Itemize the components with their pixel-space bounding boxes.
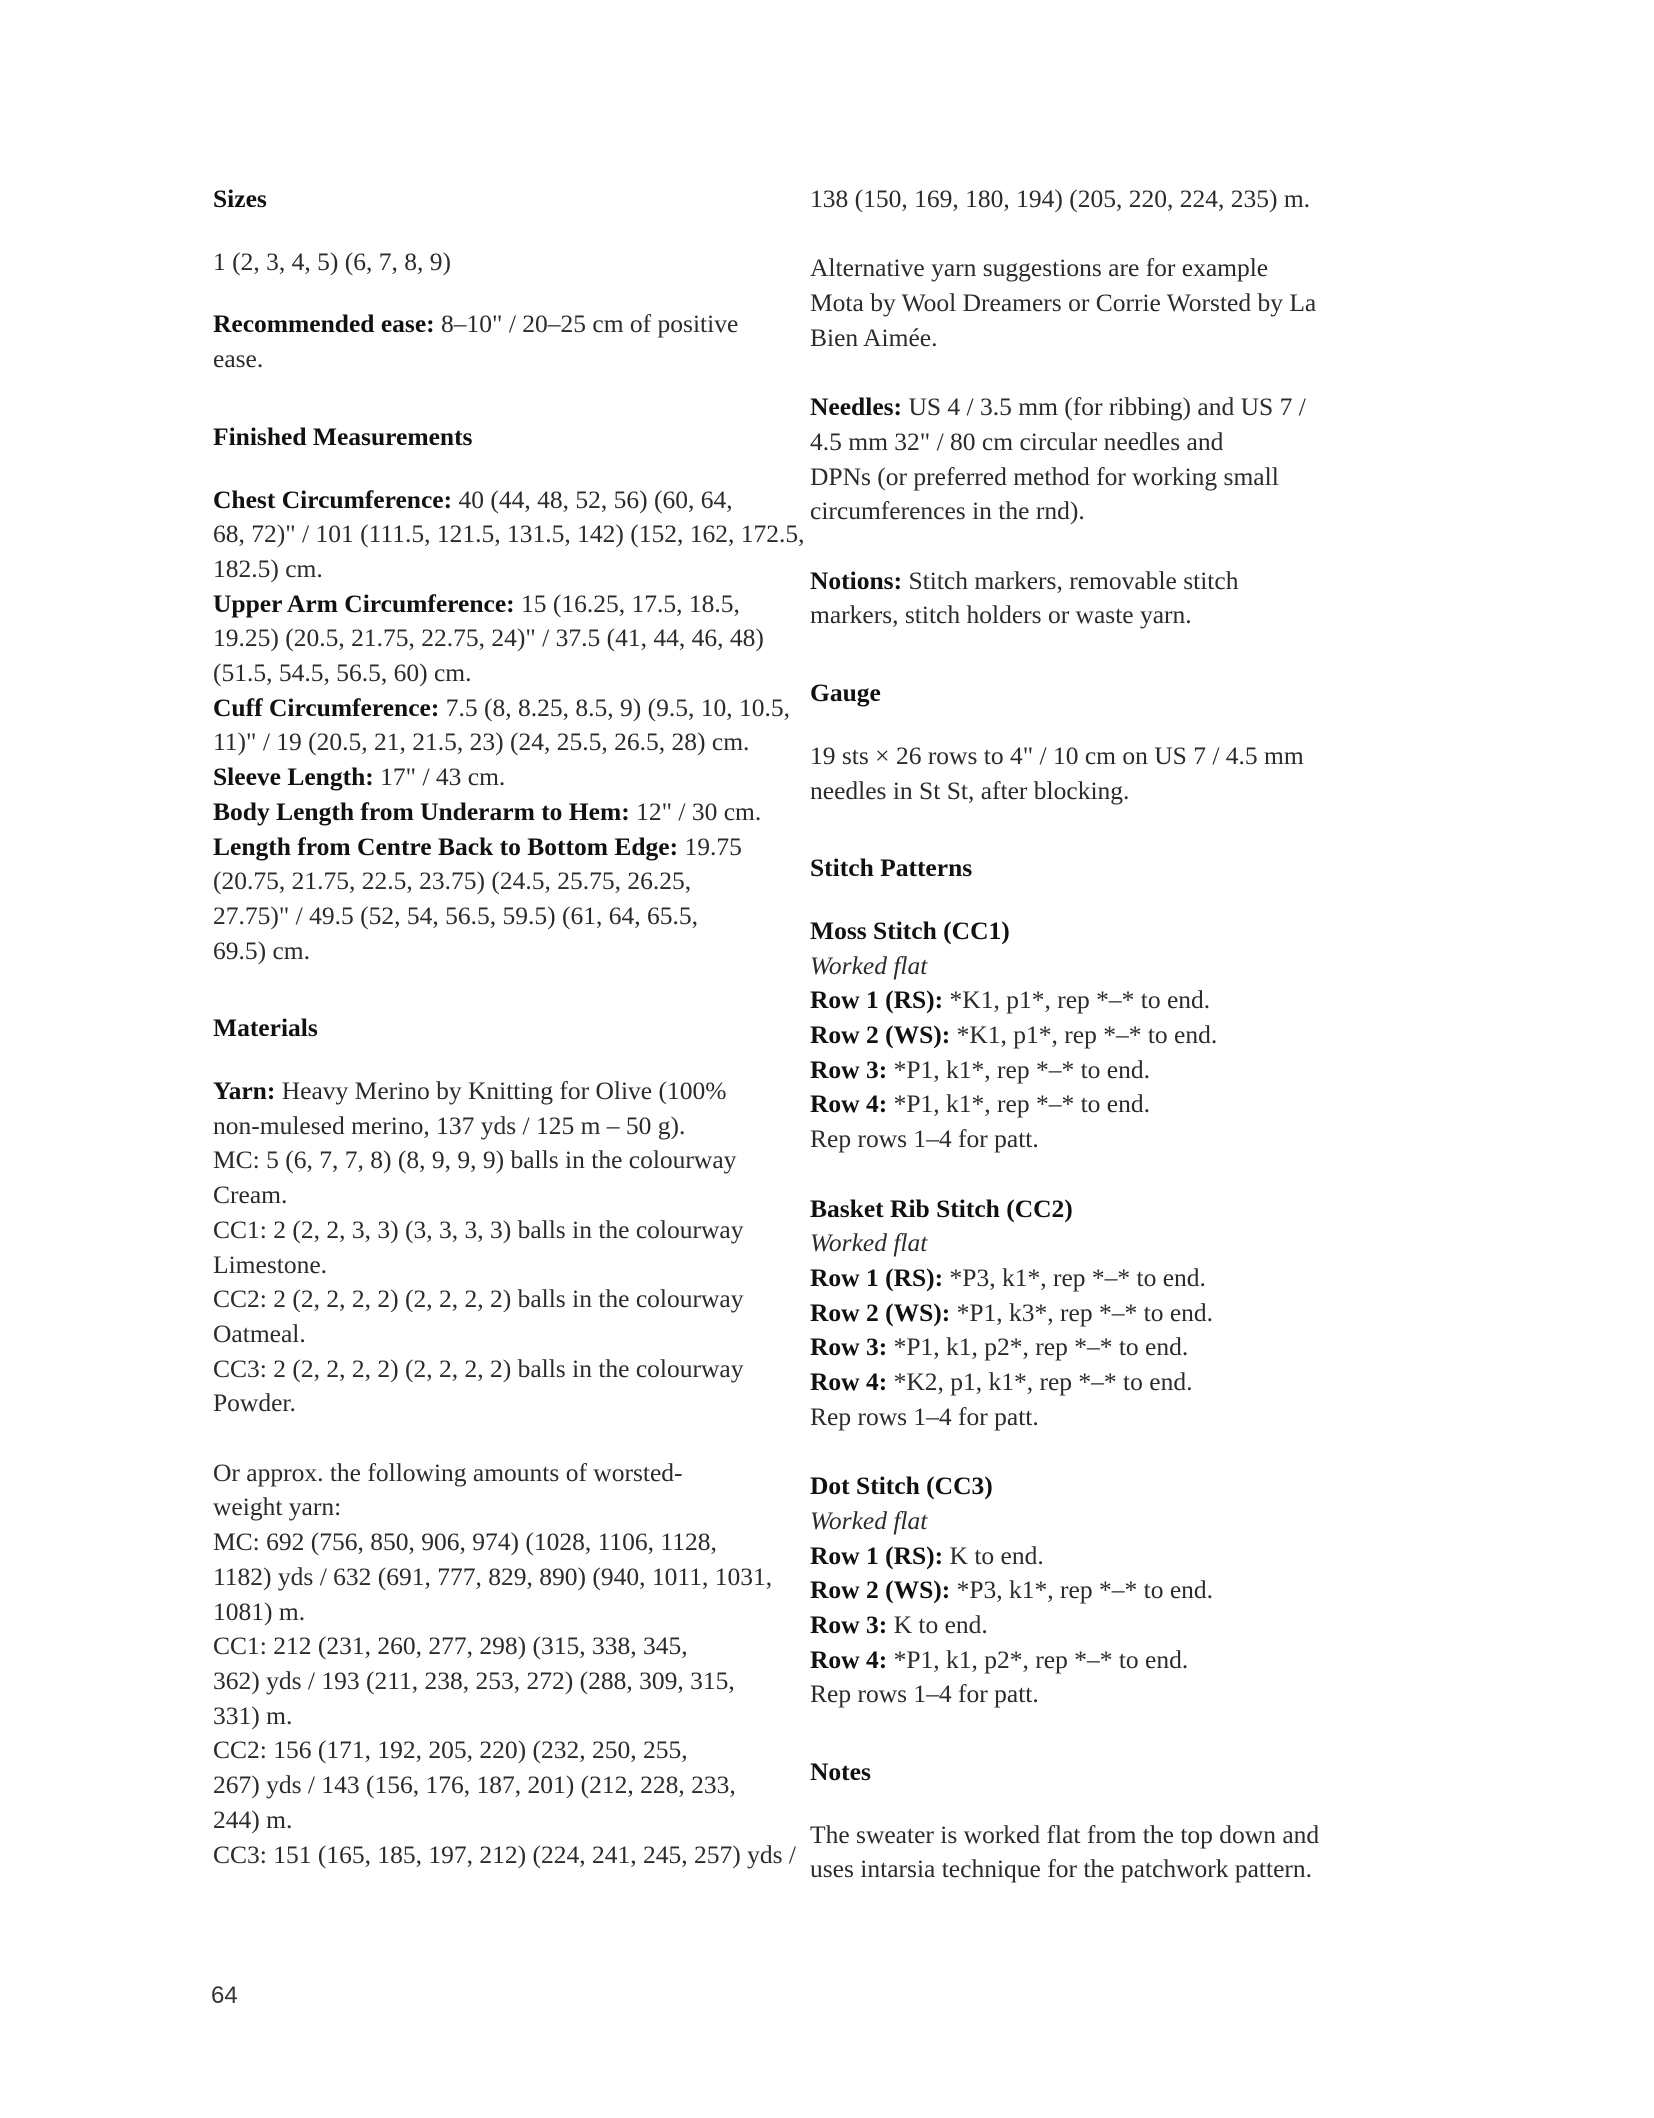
centre-back-line-3: 27.75)" / 49.5 (52, 54, 56.5, 59.5) (61, 64, 65.5, [213,900,698,930]
materials-heading: Materials [213,1013,318,1043]
cc1-line-2: Limestone. [213,1249,328,1279]
dot-stitch-heading: Dot Stitch (CC3) [810,1471,993,1501]
centre-back-text: 19.75 [678,831,742,861]
approx-cc1-1: CC1: 212 (231, 260, 277, 298) (315, 338, 345, [213,1631,688,1661]
notes-heading: Notes [810,1757,871,1787]
body-length-line [213,795,773,830]
gauge-line-2: needles in St St, after blocking. [810,775,1130,805]
cc3-line-2: Powder. [213,1388,296,1418]
chest-text: 40 (44, 48, 52, 56) (60, 64, [452,484,733,514]
dot-row-3-label: Row 3: [810,1609,888,1639]
upper-arm-line-1 [213,587,773,622]
ease-text: 8–10" / 20–25 cm of positive [434,309,739,339]
dot-row-1-label: Row 1 (RS): [810,1540,944,1570]
moss-repeat: Rep rows 1–4 for patt. [810,1124,1039,1154]
cc1-line-1: CC1: 2 (2, 2, 3, 3) (3, 3, 3, 3) balls in the colourway [213,1214,744,1244]
ease-line-1 [213,307,773,342]
cc3-continued: 138 (150, 169, 180, 194) (205, 220, 224, 235) m. [810,184,1311,213]
needles-label: Needles: [810,392,903,422]
dot-row-2-text: *P3, k1*, rep *–* to end. [950,1575,1214,1605]
basket-repeat: Rep rows 1–4 for patt. [810,1401,1039,1431]
basket-row-2 [810,1296,1370,1331]
needles-line-4: circumferences in the rnd). [810,496,1085,526]
dot-repeat: Rep rows 1–4 for patt. [810,1679,1039,1709]
upper-arm-line-2: 19.25) (20.5, 21.75, 22.75, 24)" / 37.5 (41, 44, 46, 48) [213,623,764,653]
moss-stitch-heading: Moss Stitch (CC1) [810,915,1010,945]
yarn-text: Heavy Merino by Knitting for Olive (100% [275,1076,727,1106]
approx-cc3-1: CC3: 151 (165, 185, 197, 212) (224, 241, 245, 257) yds / [213,1839,796,1869]
approx-line-2: weight yarn: [213,1492,342,1522]
alt-yarn-line-1: Alternative yarn suggestions are for example [810,253,1269,283]
yarn-line-2: non-mulesed merino, 137 yds / 125 m – 50 g). [213,1110,686,1140]
sizes-heading: Sizes [213,184,267,213]
cuff-line-2: 11)" / 19 (20.5, 21, 21.5, 23) (24, 25.5, 26.5, 28) cm. [213,727,750,757]
gauge-heading: Gauge [810,678,881,708]
basket-rib-heading: Basket Rib Stitch (CC2) [810,1193,1073,1223]
moss-row-3-label: Row 3: [810,1054,888,1084]
moss-row-1-text: *K1, p1*, rep *–* to end. [943,985,1211,1015]
ease-line-2: ease. [213,344,264,374]
basket-row-1 [810,1261,1370,1296]
centre-back-line-4: 69.5) cm. [213,935,311,965]
approx-cc1-2: 362) yds / 193 (211, 238, 253, 272) (288, 309, 315, [213,1666,735,1695]
notions-label: Notions: [810,565,903,595]
moss-row-2 [810,1018,1370,1053]
dot-row-4 [810,1643,1370,1678]
moss-row-2-label: Row 2 (WS): [810,1020,951,1050]
dot-worked-flat: Worked flat [810,1505,928,1535]
upper-arm-line-3: (51.5, 54.5, 56.5, 60) cm. [213,658,472,688]
basket-row-3-label: Row 3: [810,1332,888,1362]
yarn-label: Yarn: [213,1076,276,1106]
dot-row-1-text: K to end. [943,1540,1044,1570]
basket-row-1-text: *P3, k1*, rep *–* to end. [943,1262,1206,1292]
upper-arm-label: Upper Arm Circumference: [213,588,515,618]
needles-line-1 [810,390,1370,425]
centre-back-line-2: (20.75, 21.75, 22.5, 23.75) (24.5, 25.75, 26.25, [213,866,692,896]
upper-arm-text: 15 (16.25, 17.5, 18.5, [514,588,740,618]
moss-row-4-label: Row 4: [810,1089,888,1119]
dot-row-4-label: Row 4: [810,1644,888,1674]
dot-row-3 [810,1608,1370,1643]
chest-line-2: 68, 72)" / 101 (111.5, 121.5, 131.5, 142) (152, 162, 172.5, [213,519,805,549]
approx-cc1-3: 331) m. [213,1700,293,1730]
sleeve-text: 17" / 43 cm. [373,762,506,792]
sleeve-line [213,760,773,795]
body-length-label: Body Length from Underarm to Hem: [213,796,630,826]
approx-mc-2: 1182) yds / 632 (691, 777, 829, 890) (940, 1011, 1031, [213,1561,773,1591]
moss-row-4-text: *P1, k1*, rep *–* to end. [887,1089,1150,1119]
approx-cc2-1: CC2: 156 (171, 192, 205, 220) (232, 250, 255, [213,1735,688,1765]
notes-line-2: uses intarsia technique for the patchwork pattern. [810,1854,1313,1884]
alt-yarn-line-3: Bien Aimée. [810,322,938,352]
chest-line-1 [213,483,773,518]
alt-yarn-line-2: Mota by Wool Dreamers or Corrie Worsted by La [810,288,1317,318]
basket-row-1-label: Row 1 (RS): [810,1262,944,1292]
basket-row-4-text: *K2, p1, k1*, rep *–* to end. [887,1367,1193,1397]
stitch-patterns-heading: Stitch Patterns [810,853,973,883]
basket-row-4-label: Row 4: [810,1367,888,1397]
chest-line-3: 182.5) cm. [213,553,323,583]
moss-row-3 [810,1053,1370,1088]
basket-row-3-text: *P1, k1, p2*, rep *–* to end. [887,1332,1189,1362]
chest-label: Chest Circumference: [213,484,453,514]
moss-row-1-label: Row 1 (RS): [810,985,944,1015]
basket-row-2-label: Row 2 (WS): [810,1297,951,1327]
moss-row-3-text: *P1, k1*, rep *–* to end. [887,1054,1150,1084]
dot-row-1 [810,1539,1370,1574]
notions-line-2: markers, stitch holders or waste yarn. [810,600,1192,630]
cc2-line-2: Oatmeal. [213,1318,306,1348]
yarn-line-1 [213,1074,773,1109]
moss-row-1 [810,983,1370,1018]
ease-label: Recommended ease: [213,309,435,339]
basket-worked-flat: Worked flat [810,1228,928,1258]
notes-line-1: The sweater is worked flat from the top down and [810,1819,1320,1849]
finished-measurements-heading: Finished Measurements [213,421,473,451]
gauge-line-1: 19 sts × 26 rows to 4" / 10 cm on US 7 / 4.5 mm [810,740,1304,770]
dot-row-2-label: Row 2 (WS): [810,1575,951,1605]
cuff-text: 7.5 (8, 8.25, 8.5, 9) (9.5, 10, 10.5, [439,692,790,722]
sizes-value: 1 (2, 3, 4, 5) (6, 7, 8, 9) [213,246,451,276]
approx-cc2-2: 267) yds / 143 (156, 176, 187, 201) (212, 228, 233, [213,1770,736,1800]
moss-row-2-text: *K1, p1*, rep *–* to end. [950,1020,1218,1050]
page-number: 64 [211,1982,238,2009]
centre-back-label: Length from Centre Back to Bottom Edge: [213,831,679,861]
moss-row-4 [810,1087,1370,1122]
notions-line-1 [810,564,1370,599]
needles-line-2: 4.5 mm 32" / 80 cm circular needles and [810,426,1224,456]
dot-row-2 [810,1573,1370,1608]
cc3-line-1: CC3: 2 (2, 2, 2, 2) (2, 2, 2, 2) balls in the colourway [213,1353,744,1383]
needles-line-3: DPNs (or preferred method for working small [810,461,1279,491]
sleeve-label: Sleeve Length: [213,762,374,792]
cc2-line-1: CC2: 2 (2, 2, 2, 2) (2, 2, 2, 2) balls in the colourway [213,1284,744,1314]
dot-row-3-text: K to end. [887,1609,988,1639]
notions-text: Stitch markers, removable stitch [902,565,1239,595]
approx-cc2-3: 244) m. [213,1804,293,1834]
moss-worked-flat: Worked flat [810,950,928,980]
approx-mc-3: 1081) m. [213,1596,306,1626]
centre-back-line-1 [213,830,773,865]
left-column [213,182,805,1872]
basket-row-3 [810,1330,1370,1365]
right-column [810,182,1370,1887]
mc-line-1: MC: 5 (6, 7, 7, 8) (8, 9, 9, 9) balls in the colourway [213,1145,737,1175]
basket-row-4 [810,1365,1370,1400]
cuff-label: Cuff Circumference: [213,692,440,722]
dot-row-4-text: *P1, k1, p2*, rep *–* to end. [887,1644,1189,1674]
approx-line-1: Or approx. the following amounts of worsted- [213,1457,683,1487]
cuff-line-1 [213,691,790,726]
body-length-text: 12" / 30 cm. [629,796,762,826]
mc-line-2: Cream. [213,1180,288,1210]
approx-mc-1: MC: 692 (756, 850, 906, 974) (1028, 1106, 1128, [213,1527,717,1557]
basket-row-2-text: *P1, k3*, rep *–* to end. [950,1297,1214,1327]
needles-text: US 4 / 3.5 mm (for ribbing) and US 7 / [902,392,1306,422]
